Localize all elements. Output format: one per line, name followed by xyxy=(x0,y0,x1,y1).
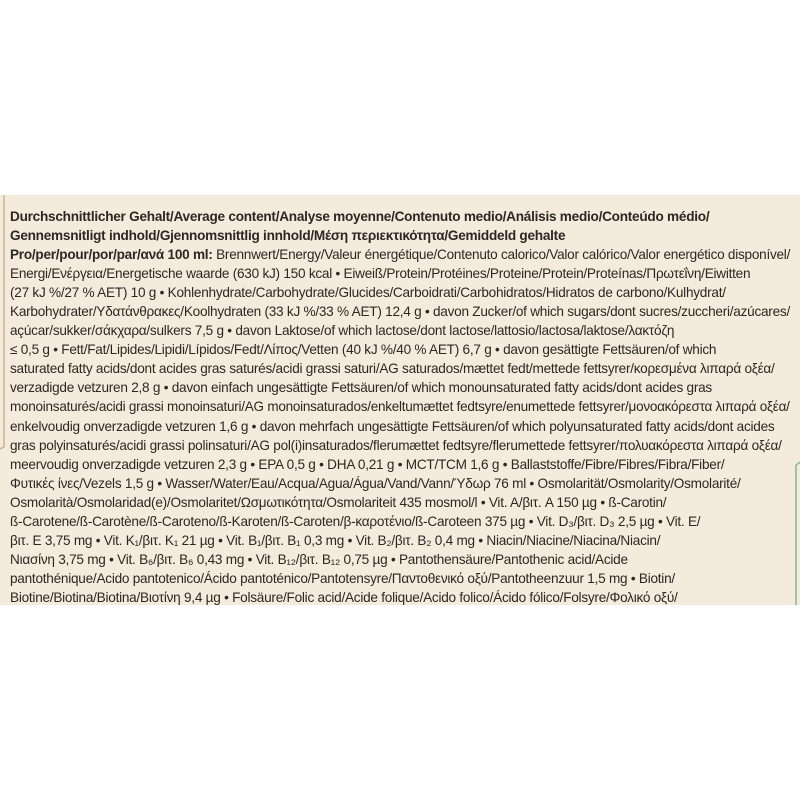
nutrition-line: enkelvoudig onverzadigde vetzuren 1,6 g • davon mehrfach ungesättigte Fettsäuren/of which polyunsaturated fatty acids/dont acides xyxy=(10,418,775,434)
nutrition-line: Νιασίνη 3,75 mg • Vit. B₆/βιτ. B₆ 0,43 mg • Vit. B₁₂/βιτ. B₁₂ 0,75 µg • Pantothensäure/Pantothenic acid/Acide xyxy=(10,551,628,567)
nutrition-line: Karbohydrater/Υδατάνθρακες/Koolhydraten (33 kJ %/33 % AET) 12,4 g • davon Zucker/of which sugars/dont sucres/zuccheri/azúcares/ xyxy=(10,304,790,320)
nutrition-line: ß-Carotene/ß-Carotène/ß-Caroteno/ß-Karoten/ß-Caroten/β-καροτένιο/ß-Caroteen 375 µg • Vit. D₃/βιτ. D₃ 2,5 µg • Vit. E/ xyxy=(10,513,701,529)
nutrition-line: βιτ. E 3,75 mg • Vit. K₁/βιτ. K₁ 21 µg • Vit. B₁/βιτ. B₁ 0,3 mg • Vit. B₂/βιτ. B₂ 0,4 mg • Niacin/Niacine/Niacina/Niacin/ xyxy=(10,532,661,548)
nutrition-line: Osmolarità/Osmolaridad(e)/Osmolaritet/Ωσμωτικότητα/Osmolariteit 435 mosmol/l • Vit. A/βιτ. A 150 µg • ß-Carotin/ xyxy=(10,494,667,510)
nutrition-line: Pro/per/pour/por/par/ανά 100 ml: Brennwert/Energy/Valeur énergétique/Contenuto calorico/Valor calórico/Valor energético disponível/ xyxy=(10,247,791,263)
nutrition-line: Energi/Ενέργεια/Energetische waarde (630 kJ) 150 kcal • Eiweiß/Protein/Protéines/Proteine/Protein/Proteínas/Πρωτεΐνη/Eiwitten xyxy=(10,266,751,282)
nutrition-text-block xyxy=(10,207,790,605)
per-100ml-label: Pro/per/pour/por/par/ανά 100 ml: xyxy=(10,247,213,263)
nutrition-line: meervoudig onverzadigde vetzuren 2,3 g • EPA 0,5 g • DHA 0,21 g • MCT/TCM 1,6 g • Ballaststoffe/Fibre/Fibres/Fibra/Fiber/ xyxy=(10,456,725,472)
nutrition-line: Φυτικές ίνες/Vezels 1,5 g • Wasser/Water/Eau/Acqua/Agua/Água/Vand/Vann/Ύδωρ 76 ml • Osmolarität/Osmolarity/Osmolarité/ xyxy=(10,475,741,491)
nutrition-label-panel xyxy=(0,195,800,605)
nutrition-line: saturated fatty acids/dont acides gras saturés/acidi grassi saturi/AG saturados/mættet fedt/mettede fettsyrer/κορεσμένα λιπαρά οξέα/ xyxy=(10,361,775,377)
nutrition-line: monoinsaturés/acidi grassi monoinsaturi/AG monoinsaturados/enkeltumættet fedtsyre/enumettede fettsyrer/μονοακόρεστα λιπαρά οξέα/ xyxy=(10,399,790,415)
nutrition-line: açúcar/sukker/σάκχαρα/sulkers 7,5 g • davon Laktose/of which lactose/dont lactose/lattosio/lactosa/laktose/λακτόζη xyxy=(10,323,675,339)
nutrition-line: pantothénique/Acido pantotenico/Ácido pantoténico/Pantotensyre/Παντοθενικό οξύ/Pantotheenzuur 1,5 mg • Biotin/ xyxy=(10,570,675,586)
heading-line: Gennemsnitligt indhold/Gjennomsnittlig innhold/Μέση περιεκτικότητα/Gemiddeld gehalte xyxy=(10,228,566,244)
heading-line: Durchschnittlicher Gehalt/Average content/Analyse moyenne/Contenuto medio/Análisis medio/Conteúdo médio/ xyxy=(10,209,710,224)
nutrition-line: ≤ 0,5 g • Fett/Fat/Lipides/Lipidi/Lípidos/Fedt/Λίπος/Vetten (40 kJ %/40 % AET) 6,7 g • davon gesättigte Fettsäuren/of which xyxy=(10,342,717,358)
nutrition-line: gras polyinsaturés/acidi grassi polinsaturi/AG pol(i)insaturados/flerumættet fedtsyre/flerumettede fettsyrer/πολυακόρεστα λιπαρά οξέα/ xyxy=(10,437,782,453)
nutrition-line: Biotine/Biotina/Biotina/Βιοτίνη 9,4 µg • Folsäure/Folic acid/Acide folique/Acido folico/Ácido fólico/Folsyre/Φολικό οξύ/ xyxy=(10,589,678,605)
nutrition-line: verzadigde vetzuren 2,8 g • davon einfach ungesättigte Fettsäuren/of which monounsaturated fatty acids/dont acides gras xyxy=(10,380,712,396)
nutrition-line: (27 kJ %/27 % AET) 10 g • Kohlenhydrate/Carbohydrate/Glucides/Carboidrati/Carbohidratos/Hidratos de carbono/Kulhydrat/ xyxy=(10,285,726,301)
